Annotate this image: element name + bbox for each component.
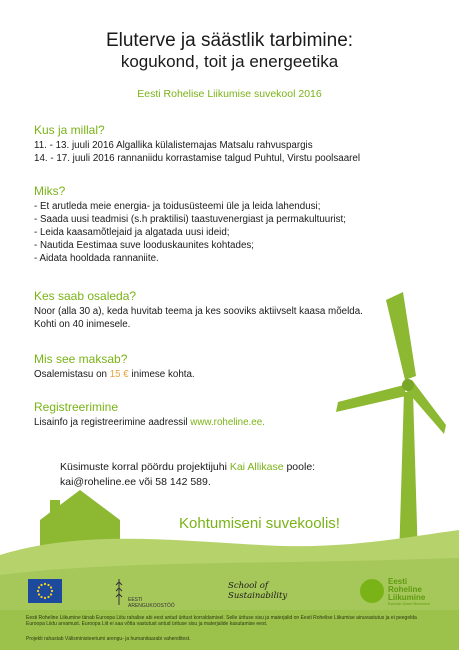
why-item: - Leida kaasamõtlejaid ja algatada uusi ideid; (34, 227, 230, 238)
turbine-tower (399, 392, 418, 560)
page-subtitle: kogukond, toit ja energeetika (120, 52, 339, 71)
erl-logo-subtitle: Estonian Green Movement (388, 602, 430, 606)
arengukoostoo-logo-text: EESTI ARENGUKOOSTÖÖ (128, 597, 175, 609)
cost-prefix: Osalemistasu on (34, 369, 110, 380)
erl-logo-text: Eesti Roheline Liikumine (388, 577, 426, 602)
turbine-blade-up (386, 292, 416, 380)
page-title: Eluterve ja säästlik tarbimine: (105, 30, 354, 51)
contact-line-2: kai@roheline.ee või 58 142 589. (60, 476, 211, 488)
contact-line-1 (60, 461, 315, 474)
who-line-2: Kohti on 40 inimesele. (34, 319, 131, 330)
contact-person: Kai Allikase (229, 461, 284, 473)
cost-amount: 15 € (109, 369, 129, 380)
cost-line (34, 369, 195, 381)
register-link[interactable]: www.roheline.ee. (190, 417, 265, 428)
why-item: - Nautida Eestimaa suve looduskaunites kohtades; (34, 240, 255, 251)
funding-disclaimer: Eesti Roheline Liikumine tänab Euroopa Liitu rahalise abi eest antud üritust korraldamisel. Selle ürituse sisu ja materjalid on Eesti Rohelise Liikumise ainuvastutus ja ei peegelda Euroopa Liidu arvamust. Euroopa Liit ei saa võtta vastutust antud ürituse sisu ja materjalide kasutamise eest. (26, 615, 417, 627)
register-heading: Registreerimine (34, 400, 119, 414)
logos-row (0, 573, 459, 613)
contact-suffix: poole: (283, 461, 316, 473)
sos-line-1: School of (228, 581, 268, 591)
when-heading: Kus ja millal? (34, 123, 105, 137)
register-line (34, 417, 265, 429)
why-item: - Saada uusi teadmisi (s.h praktilisi) taastuvenergiast ja permakultuurist; (34, 214, 347, 225)
turbine-hub (402, 379, 414, 391)
cost-heading: Mis see maksab? (34, 352, 128, 366)
register-prefix: Lisainfo ja registreerimine aadressil (34, 417, 191, 428)
why-heading: Miks? (34, 184, 66, 198)
funding-note: Projekti rahastab Välisministeeriumi arengu- ja humanitaarabi vahenditest. (26, 636, 191, 642)
sos-line-2: Sustainability (228, 591, 288, 601)
erl-logo-mark-icon (360, 579, 384, 603)
contact-prefix: Küsimuste korral pöördu projektijuhi (60, 461, 230, 473)
eu-flag-logo (28, 579, 62, 603)
school-of-sustainability-logo (228, 581, 287, 601)
turbine-blade-left (336, 385, 406, 412)
arengukoostoo-emblem-icon (114, 577, 124, 607)
when-line-2: 14. - 17. juuli 2016 rannaniidu korrastamise talgud Puhtul, Virstu poolsaarel (34, 153, 361, 164)
closing-message: Kohtumiseni suvekoolis! (179, 515, 340, 532)
when-line-1: 11. - 13. juuli 2016 Algallika külalistemajas Matsalu rahvuspargis (34, 140, 313, 151)
why-item: - Et arutleda meie energia- ja toidusüsteemi üle ja leida lahendusi; (34, 201, 321, 212)
who-heading: Kes saab osaleda? (34, 289, 137, 303)
event-name: Eesti Rohelise Liikumise suvekool 2016 (137, 88, 322, 100)
who-line-1: Noor (alla 30 a), keda huvitab teema ja kes sooviks aktiivselt kaasa mõelda. (34, 306, 363, 317)
why-item: - Aidata hooldada rannaniite. (34, 253, 159, 264)
cost-suffix: inimese kohta. (128, 369, 195, 380)
eu-stars-icon (28, 579, 62, 603)
